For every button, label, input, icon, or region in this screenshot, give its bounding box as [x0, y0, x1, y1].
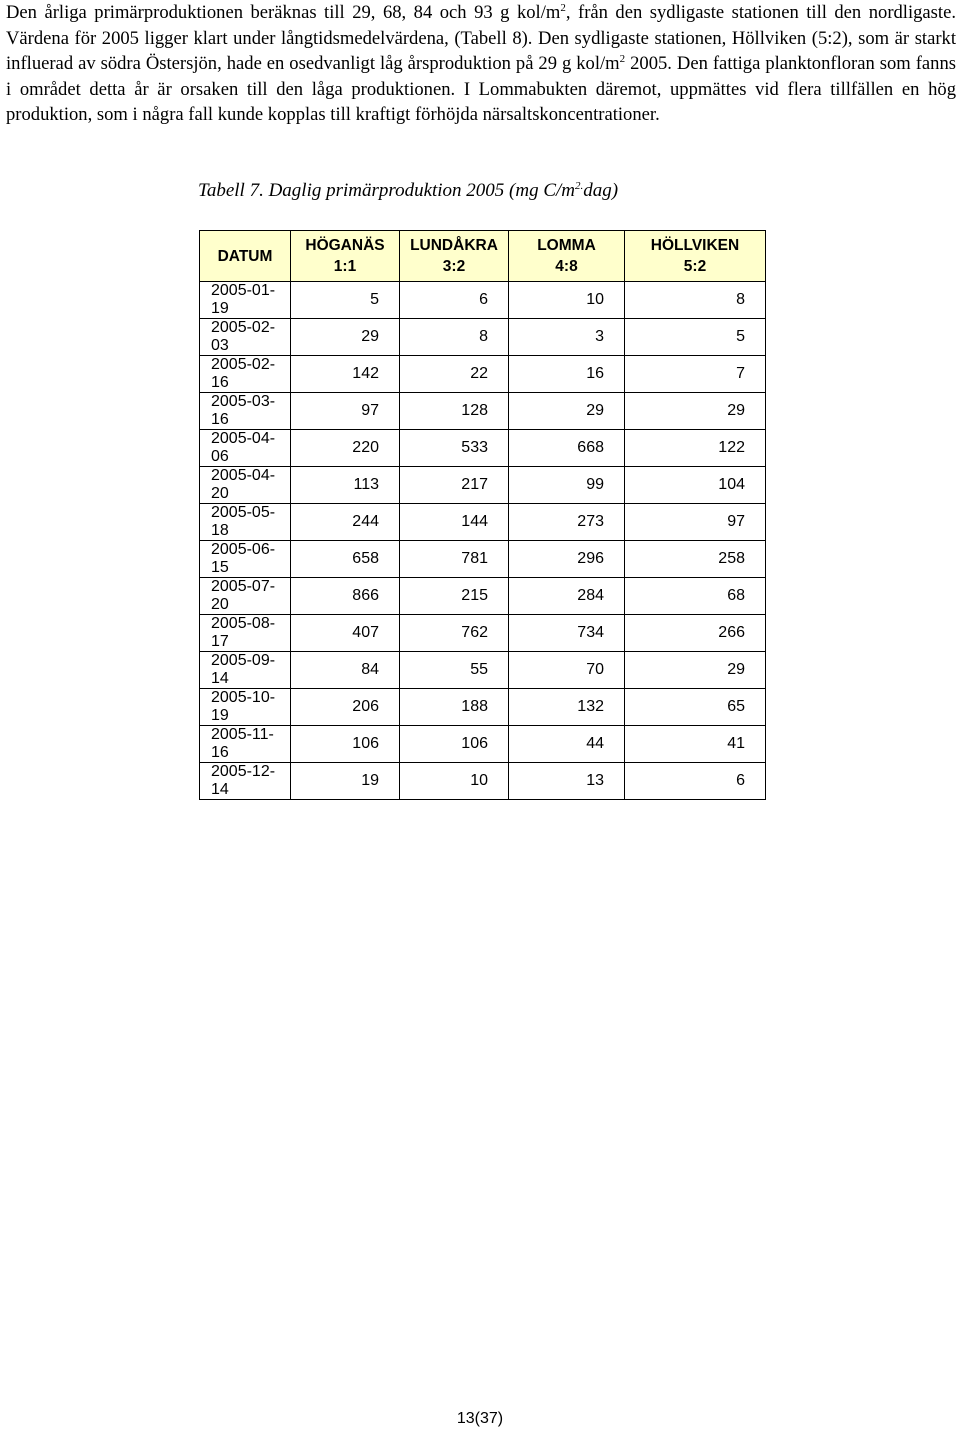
header-lundakra-code: 3:2	[442, 258, 466, 275]
value-cell: 5	[291, 282, 400, 319]
value-cell: 16	[509, 356, 625, 393]
date-cell: 2005-11-16	[200, 726, 291, 763]
caption-superscript: 2.	[575, 180, 584, 192]
date-cell: 2005-04-06	[200, 430, 291, 467]
value-cell: 29	[625, 393, 766, 430]
date-cell: 2005-03-16	[200, 393, 291, 430]
value-cell: 29	[625, 652, 766, 689]
page-number: 13(37)	[456, 1410, 504, 1427]
date-cell: 2005-12-14	[200, 763, 291, 800]
table-row	[200, 319, 766, 356]
value-cell: 128	[400, 393, 509, 430]
date-cell: 2005-04-20	[200, 467, 291, 504]
table-row	[200, 393, 766, 430]
value-cell: 734	[509, 615, 625, 652]
production-table	[199, 230, 766, 800]
table-row	[200, 726, 766, 763]
header-lundakra	[400, 231, 509, 282]
value-cell: 273	[509, 504, 625, 541]
header-lomma-name: LOMMA	[537, 237, 596, 254]
header-lomma	[509, 231, 625, 282]
date-cell: 2005-05-18	[200, 504, 291, 541]
header-lundakra-name: LUNDÅKRA	[410, 237, 498, 254]
table-row	[200, 504, 766, 541]
header-hollviken	[625, 231, 766, 282]
value-cell: 97	[625, 504, 766, 541]
value-cell: 41	[625, 726, 766, 763]
table-row	[200, 652, 766, 689]
value-cell: 44	[509, 726, 625, 763]
table-row	[200, 282, 766, 319]
value-cell: 407	[291, 615, 400, 652]
value-cell: 284	[509, 578, 625, 615]
value-cell: 55	[400, 652, 509, 689]
value-cell: 188	[400, 689, 509, 726]
header-hollviken-name: HÖLLVIKEN	[650, 237, 740, 254]
caption-tail: dag)	[583, 180, 619, 201]
value-cell: 6	[400, 282, 509, 319]
paragraph-text-2: , från den sydligaste stationen till den nordligaste. Värdena för 2005 ligger klart under långtidsmedelvärdena, (Tabell 8). Den sydligaste stationen, Höllviken (5:2), som är starkt influerad av södra Östersjön, hade en osedvanligt låg årsproduktion på 29 g kol/m	[6, 2, 956, 75]
value-cell: 65	[625, 689, 766, 726]
value-cell: 658	[291, 541, 400, 578]
value-cell: 142	[291, 356, 400, 393]
value-cell: 10	[509, 282, 625, 319]
table-row	[200, 578, 766, 615]
header-hollviken-code: 5:2	[683, 258, 707, 275]
date-cell: 2005-10-19	[200, 689, 291, 726]
header-lomma-code: 4:8	[555, 258, 578, 275]
value-cell: 220	[291, 430, 400, 467]
header-datum	[200, 231, 291, 282]
value-cell: 99	[509, 467, 625, 504]
table-row	[200, 763, 766, 800]
table-row	[200, 541, 766, 578]
date-cell: 2005-01-19	[200, 282, 291, 319]
value-cell: 781	[400, 541, 509, 578]
value-cell: 144	[400, 504, 509, 541]
value-cell: 296	[509, 541, 625, 578]
value-cell: 22	[400, 356, 509, 393]
table-row	[200, 430, 766, 467]
value-cell: 8	[400, 319, 509, 356]
header-hoganas	[291, 231, 400, 282]
value-cell: 217	[400, 467, 509, 504]
value-cell: 533	[400, 430, 509, 467]
paragraph-text-1: Den årliga primärproduktionen beräknas till 29, 68, 84 och 93 g kol/m	[6, 2, 561, 23]
table-row	[200, 467, 766, 504]
header-row	[200, 231, 766, 282]
value-cell: 668	[509, 430, 625, 467]
value-cell: 68	[625, 578, 766, 615]
value-cell: 866	[291, 578, 400, 615]
value-cell: 29	[291, 319, 400, 356]
value-cell: 258	[625, 541, 766, 578]
value-cell: 8	[625, 282, 766, 319]
superscript-1: 2	[560, 2, 566, 14]
value-cell: 13	[509, 763, 625, 800]
date-cell: 2005-09-14	[200, 652, 291, 689]
value-cell: 70	[509, 652, 625, 689]
table-caption	[198, 180, 618, 202]
date-cell: 2005-08-17	[200, 615, 291, 652]
value-cell: 215	[400, 578, 509, 615]
value-cell: 104	[625, 467, 766, 504]
value-cell: 29	[509, 393, 625, 430]
value-cell: 206	[291, 689, 400, 726]
value-cell: 97	[291, 393, 400, 430]
value-cell: 5	[625, 319, 766, 356]
value-cell: 132	[509, 689, 625, 726]
value-cell: 762	[400, 615, 509, 652]
superscript-2: 2	[619, 53, 626, 66]
value-cell: 266	[625, 615, 766, 652]
date-cell: 2005-06-15	[200, 541, 291, 578]
value-cell: 6	[625, 763, 766, 800]
paragraph-text-3: 2005. Den fattiga planktonfloran som fanns i området detta år är orsaken till den låga produktionen. I Lommabukten däremot, uppmättes vid flera tillfällen en hög produktion, som i några fall kunde kopplas till kraftigt förhöjda närsaltskoncentrationer.	[6, 53, 956, 126]
table-row	[200, 615, 766, 652]
value-cell: 113	[291, 467, 400, 504]
table-body	[200, 282, 766, 800]
value-cell: 244	[291, 504, 400, 541]
value-cell: 106	[291, 726, 400, 763]
value-cell: 19	[291, 763, 400, 800]
date-cell: 2005-07-20	[200, 578, 291, 615]
table-row	[200, 689, 766, 726]
value-cell: 84	[291, 652, 400, 689]
date-cell: 2005-02-16	[200, 356, 291, 393]
value-cell: 106	[400, 726, 509, 763]
value-cell: 7	[625, 356, 766, 393]
value-cell: 3	[509, 319, 625, 356]
date-cell: 2005-02-03	[200, 319, 291, 356]
body-paragraph	[6, 0, 956, 128]
header-datum-label: DATUM	[217, 247, 273, 265]
caption-text: Tabell 7. Daglig primärproduktion 2005 (mg C/m	[198, 180, 576, 201]
header-hoganas-name: HÖGANÄS	[305, 237, 385, 254]
value-cell: 122	[625, 430, 766, 467]
header-hoganas-code: 1:1	[333, 258, 357, 275]
value-cell: 10	[400, 763, 509, 800]
table-row	[200, 356, 766, 393]
